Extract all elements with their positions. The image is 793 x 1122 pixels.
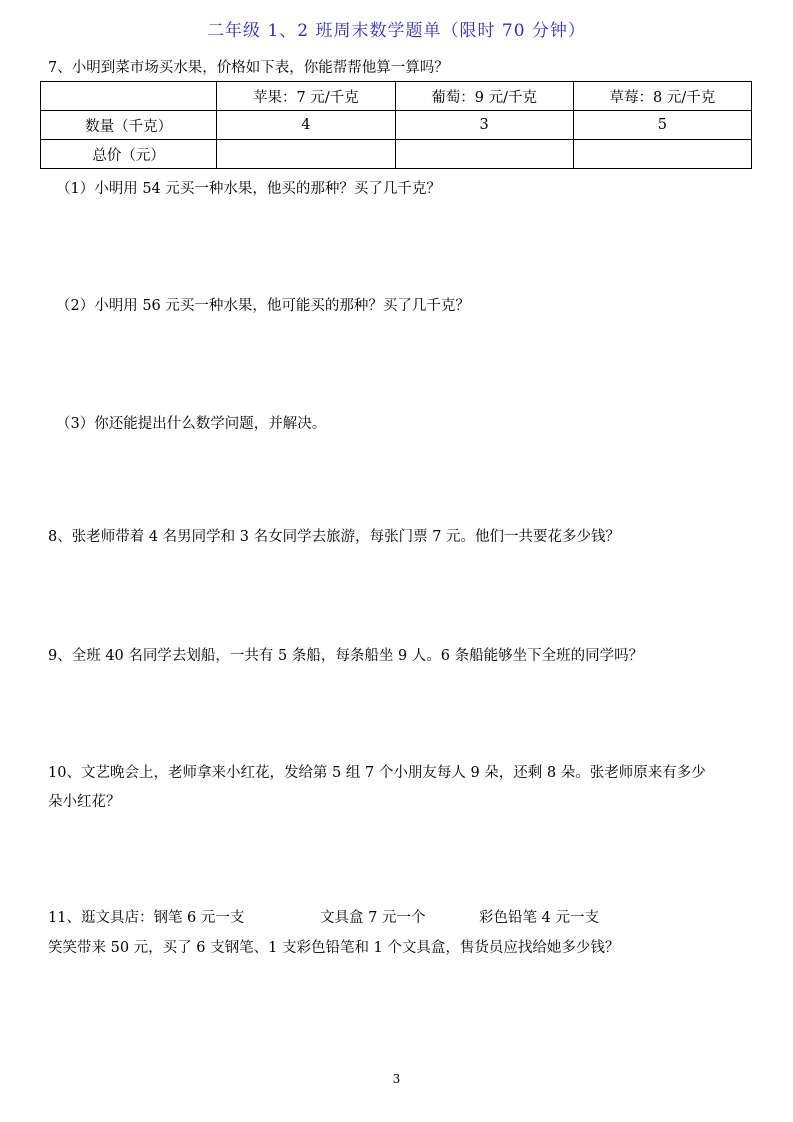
table-cell: 4 — [217, 111, 395, 140]
table-header-grape: 葡萄：9 元/千克 — [395, 82, 573, 111]
question-11-item-pen: 11、逛文具店：钢笔 6 元一支 — [48, 910, 245, 926]
question-7-part-2: （2）小明用 56 元买一种水果，他可能买的那种？买了几千克？ — [56, 298, 470, 314]
table-row-label: 数量（千克） — [41, 111, 217, 140]
table-header-apple: 苹果：7 元/千克 — [217, 82, 395, 111]
question-11-line-1 — [48, 904, 599, 932]
table-header-strawberry: 草莓：8 元/千克 — [573, 82, 751, 111]
question-10-line-2: 朵小红花？ — [48, 794, 121, 810]
page-title: 二年级 1、2 班周末数学题单（限时 70 分钟） — [207, 21, 586, 41]
question-10-line-1: 10、文艺晚会上，老师拿来小红花，发给第 5 组 7 个小朋友每人 9 朵，还剩 8 朵。张老师原来有多少 — [48, 765, 706, 781]
table-cell — [573, 140, 751, 169]
table-header-row — [41, 82, 752, 111]
table-cell — [217, 140, 395, 169]
table-cell: 5 — [573, 111, 751, 140]
table-header-cell — [41, 82, 217, 111]
table-row-quantity — [41, 111, 752, 140]
question-11-item-pencil: 彩色铅笔 4 元一支 — [479, 910, 599, 926]
question-11-item-box: 文具盒 7 元一个 — [320, 910, 426, 926]
question-7-part-1: （1）小明用 54 元买一种水果，他买的那种？买了几千克？ — [56, 181, 441, 197]
question-11-line-2: 笑笑带来 50 元，买了 6 支钢笔、1 支彩色铅笔和 1 个文具盒，售货员应找给她多少钱？ — [48, 940, 620, 956]
table-row-total — [41, 140, 752, 169]
price-table — [40, 81, 752, 169]
question-7-part-3: （3）你还能提出什么数学问题，并解决。 — [56, 416, 327, 432]
table-row-label: 总价（元） — [41, 140, 217, 169]
question-7: 7、小明到菜市场买水果，价格如下表，你能帮帮他算一算吗？ — [48, 60, 449, 76]
question-8: 8、张老师带着 4 名男同学和 3 名女同学去旅游，每张门票 7 元。他们一共要花多少钱？ — [48, 529, 621, 545]
page-number: 3 — [392, 1072, 401, 1086]
table-cell: 3 — [395, 111, 573, 140]
question-9: 9、全班 40 名同学去划船，一共有 5 条船，每条船坐 9 人。6 条船能够坐下全班的同学吗？ — [48, 648, 644, 664]
table-cell — [395, 140, 573, 169]
